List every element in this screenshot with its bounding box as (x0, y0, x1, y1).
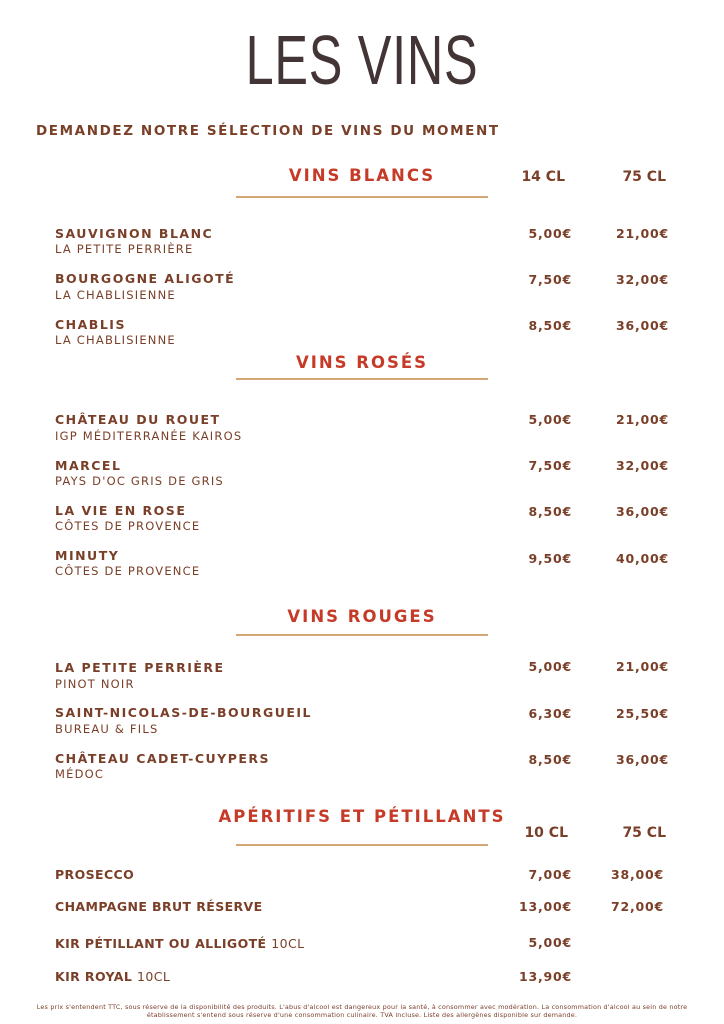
price-glass: 7,00€ (528, 867, 572, 882)
subtitle: DEMANDEZ NOTRE SÉLECTION DE VINS DU MOMENT (36, 123, 500, 139)
wine-producer: BUREAU & FILS (55, 722, 159, 736)
wine-name: LA PETITE PERRIÈRE (55, 660, 225, 675)
aperitif-name (55, 969, 170, 984)
price-glass: 7,50€ (528, 272, 572, 287)
price-glass: 8,50€ (528, 318, 572, 333)
wine-producer: IGP MÉDITERRANÉE KAIROS (55, 429, 243, 443)
wine-name: SAINT-NICOLAS-DE-BOURGUEIL (55, 705, 313, 720)
price-glass: 5,00€ (528, 659, 572, 674)
price-glass: 8,50€ (528, 752, 572, 767)
wine-producer: PINOT NOIR (55, 677, 135, 691)
wine-name: LA VIE EN ROSE (55, 503, 187, 518)
price-glass: 5,00€ (528, 935, 572, 950)
price-glass: 7,50€ (528, 458, 572, 473)
page-title: LES VINS (245, 21, 479, 99)
aperitif-name: CHAMPAGNE BRUT RÉSERVE (55, 899, 263, 914)
price-bottle: 72,00€ (610, 899, 664, 914)
price-bottle: 25,50€ (615, 706, 669, 721)
section-title-vins-roses: VINS ROSÉS (295, 353, 429, 372)
footer-line-2: établissement s'entend sous réserve d'une consommation culinaire. TVA incluse. Liste des allergènes disponible sur demande. (146, 1011, 578, 1019)
price-bottle: 36,00€ (615, 504, 669, 519)
footer-line-1: Les prix s'entendent TTC, sous réserve de la disponibilité des produits. L'abus d'alcool est dangereux pour la santé, à consommer avec modération. La consommation d'alcool au sein de notre (36, 1003, 688, 1011)
price-glass: 9,50€ (528, 551, 572, 566)
column-header-75cl: 75 CL (622, 169, 666, 185)
price-glass: 8,50€ (528, 504, 572, 519)
column-header-10cl: 10 CL (524, 825, 568, 841)
price-bottle: 32,00€ (615, 458, 669, 473)
price-bottle: 40,00€ (615, 551, 669, 566)
column-header-14cl: 14 CL (521, 169, 565, 185)
wine-producer: LA CHABLISIENNE (55, 288, 176, 302)
price-bottle: 21,00€ (615, 659, 669, 674)
price-glass: 6,30€ (528, 706, 572, 721)
aperitif-name-text: KIR PÉTILLANT OU ALLIGOTÉ (55, 936, 267, 951)
section-divider (236, 196, 488, 198)
price-bottle: 36,00€ (615, 752, 669, 767)
aperitif-volume: 10CL (271, 936, 305, 951)
aperitif-name-text: KIR ROYAL (55, 969, 133, 984)
wine-producer: PAYS D'OC GRIS DE GRIS (55, 474, 224, 488)
price-bottle: 32,00€ (615, 272, 669, 287)
aperitif-volume: 10CL (136, 969, 171, 984)
wine-name: MARCEL (55, 458, 122, 473)
price-glass: 5,00€ (528, 226, 572, 241)
price-bottle: 38,00€ (610, 867, 664, 882)
wine-producer: CÔTES DE PROVENCE (55, 519, 201, 533)
price-glass: 13,00€ (518, 899, 572, 914)
wine-name: CHÂTEAU DU ROUET (55, 412, 221, 427)
wine-producer: CÔTES DE PROVENCE (55, 564, 201, 578)
legal-footer (0, 1003, 724, 1019)
wine-name: MINUTY (55, 548, 120, 563)
price-bottle: 21,00€ (615, 226, 669, 241)
section-divider (236, 844, 488, 846)
wine-name: CHABLIS (55, 317, 126, 332)
wine-producer: LA CHABLISIENNE (55, 333, 176, 347)
wine-producer: MÉDOC (55, 767, 105, 781)
price-bottle: 21,00€ (615, 412, 669, 427)
aperitif-name (55, 936, 304, 951)
price-glass: 13,90€ (518, 969, 572, 984)
section-divider (236, 378, 488, 380)
price-glass: 5,00€ (528, 412, 572, 427)
wine-name: SAUVIGNON BLANC (55, 226, 214, 241)
price-bottle: 36,00€ (615, 318, 669, 333)
section-divider (236, 634, 488, 636)
section-title-aperitifs: APÉRITIFS ET PÉTILLANTS (218, 807, 506, 826)
wine-name: CHÂTEAU CADET-CUYPERS (55, 751, 271, 766)
wine-name: BOURGOGNE ALIGOTÉ (55, 271, 236, 286)
column-header-75cl: 75 CL (622, 825, 666, 841)
wine-producer: LA PETITE PERRIÈRE (55, 242, 194, 256)
aperitif-name: PROSECCO (55, 867, 135, 882)
section-title-vins-blancs: VINS BLANCS (288, 166, 436, 185)
section-title-vins-rouges: VINS ROUGES (287, 607, 437, 626)
